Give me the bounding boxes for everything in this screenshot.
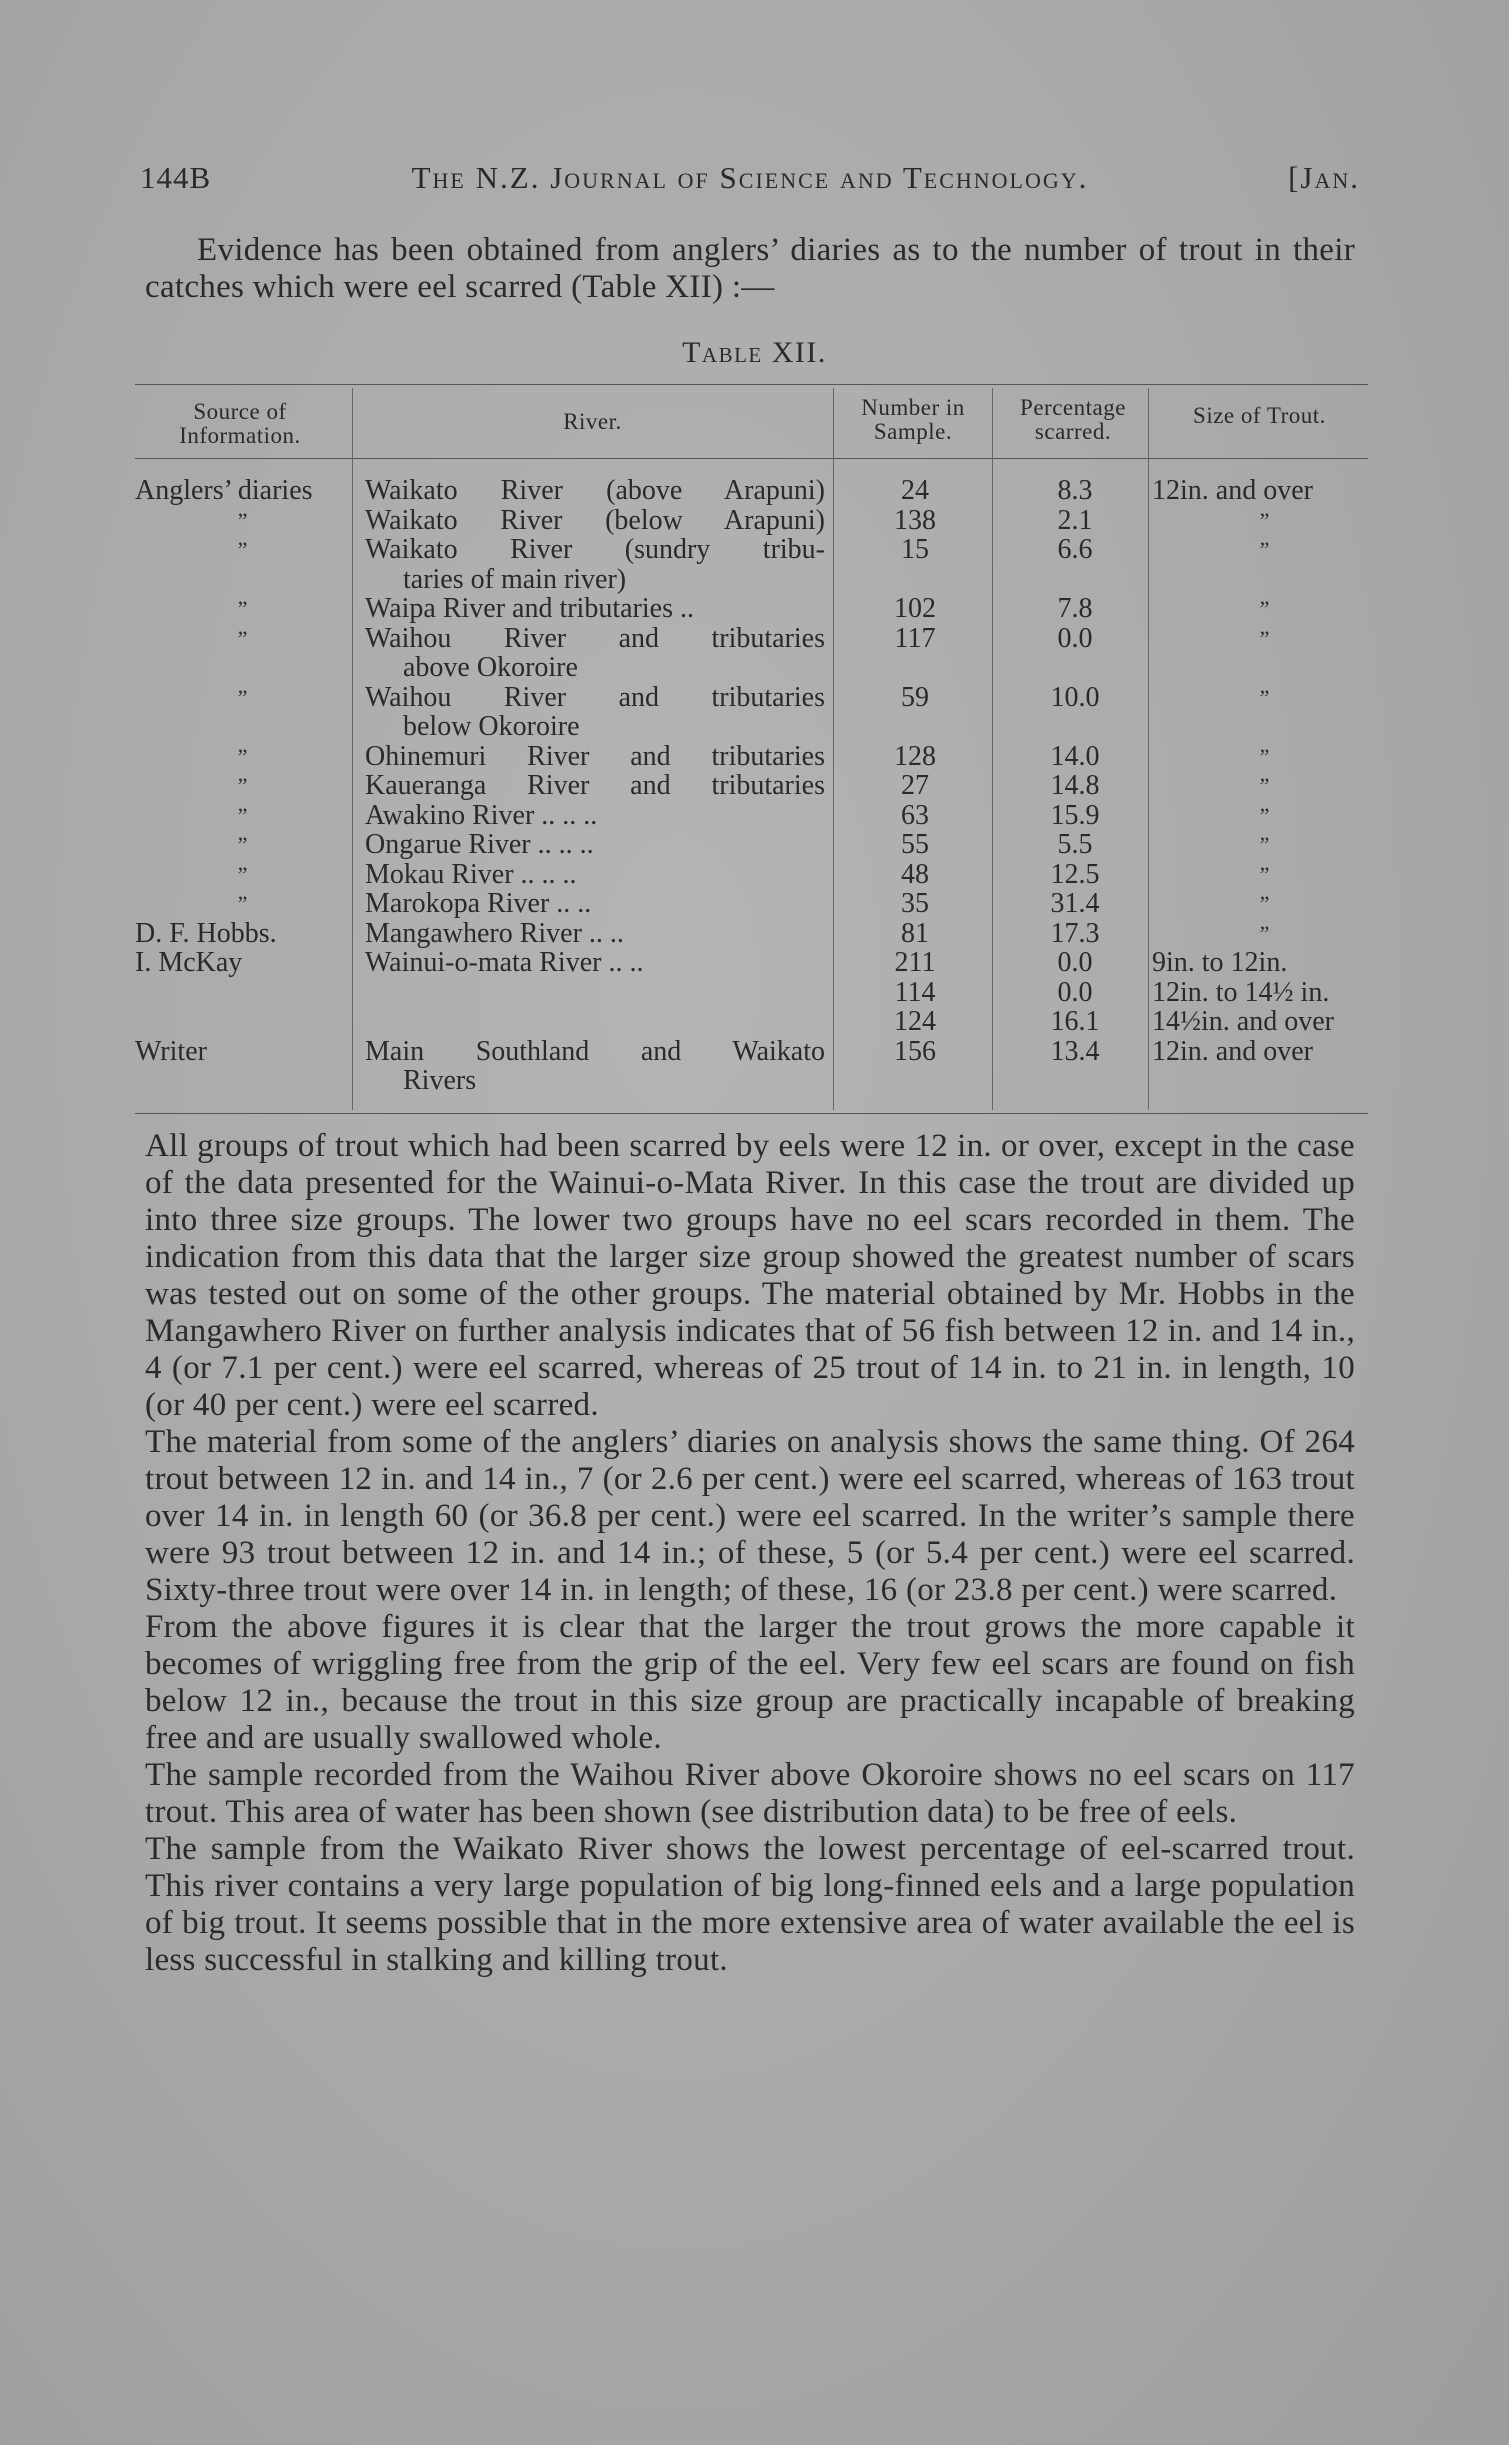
source-cell: D. F. Hobbs.: [135, 917, 277, 949]
river-cell: Mokau River .. .. ..: [365, 858, 577, 890]
size-cell: ”: [1259, 802, 1270, 828]
percentage-cell: 16.1: [1050, 1006, 1100, 1037]
column-divider: [992, 388, 993, 1110]
size-cell: 9in. to 12in.: [1152, 947, 1288, 978]
number-cell: 27: [901, 770, 929, 801]
intro-paragraph: Evidence has been obtained from anglers’ diaries as to the number of trout in their catches which were eel scarred (Table XII) :—: [145, 232, 1355, 305]
table-title: Table XII.: [682, 336, 827, 369]
river-cell: Main Southland and Waikato: [365, 1035, 825, 1067]
river-cell: below Okoroire: [403, 711, 580, 742]
number-cell: 124: [894, 1006, 936, 1037]
size-cell: ”: [1259, 537, 1270, 562]
size-cell: ”: [1259, 684, 1270, 710]
body-paragraph: From the above figures it is clear that the larger the trout grows the more capable it becomes of wriggling free from the grip of the eel. Very few eel scars are found on fish below 12 in., because the trout in this size group are practically incapable of breaking free and are usually swallowed whole.: [145, 1609, 1355, 1756]
page-number: 144B: [140, 160, 212, 195]
percentage-cell: 8.3: [1057, 475, 1093, 506]
river-cell: Waikato River (sundry tribu-: [365, 534, 825, 565]
percentage-cell: 17.3: [1050, 917, 1100, 949]
size-cell: ”: [1259, 891, 1270, 916]
size-cell: ”: [1259, 625, 1270, 651]
river-cell: Kaueranga River and tributaries: [365, 770, 825, 801]
body-paragraph: All groups of trout which had been scarred by eels were 12 in. or over, except in the case of the data presented for the Wainui-o-Mata River. In this case the trout are divided up into three size groups. The lower two groups have no eel scars recorded in them. The indication from this data that the larger size group showed the greatest number of scars was tested out on some of the other groups. The material obtained by Mr. Hobbs in the Mangawhero River on further analysis indicates that of 56 fish between 12 in. and 14 in., 4 (or 7.1 per cent.) were eel scarred, whereas of 25 trout of 14 in. to 21 in. in length, 10 (or 40 per cent.) were eel scarred.: [145, 1128, 1355, 1423]
river-cell: Waihou River and tributaries: [365, 622, 825, 654]
size-cell: ”: [1259, 743, 1270, 769]
table-bottom-rule: [135, 1113, 1368, 1114]
percentage-cell: 6.6: [1057, 534, 1093, 565]
size-cell: ”: [1259, 861, 1270, 887]
number-cell: 59: [901, 681, 929, 713]
size-cell: 14½in. and over: [1152, 1006, 1334, 1037]
source-cell: I. McKay: [135, 947, 243, 978]
number-cell: 81: [901, 917, 929, 949]
number-cell: 48: [901, 858, 929, 890]
number-cell: 35: [901, 888, 929, 919]
header-size: Size of Trout.: [1193, 403, 1326, 428]
size-cell: ”: [1259, 507, 1270, 533]
size-cell: ”: [1259, 920, 1270, 946]
number-cell: 55: [901, 829, 929, 860]
source-cell: ”: [237, 743, 248, 769]
river-cell: Waipa River and tributaries ..: [365, 593, 694, 624]
column-divider: [833, 388, 834, 1110]
percentage-cell: 0.0: [1057, 622, 1093, 654]
number-cell: 211: [894, 947, 936, 978]
table-header-rule: [135, 458, 1368, 459]
source-cell: ”: [237, 891, 248, 916]
percentage-cell: 13.4: [1050, 1035, 1100, 1067]
size-cell: ”: [1259, 596, 1270, 621]
number-cell: 117: [894, 622, 936, 654]
source-cell: ”: [237, 832, 248, 857]
percentage-cell: 14.8: [1050, 770, 1100, 801]
issue-month: [Jan.: [1288, 160, 1360, 195]
river-cell: Ohinemuri River and tributaries: [365, 740, 825, 772]
number-cell: 156: [894, 1035, 936, 1067]
percentage-cell: 2.1: [1057, 504, 1093, 536]
body-paragraph: The sample recorded from the Waihou River above Okoroire shows no eel scars on 117 trout. This area of water has been shown (see distribution data) to be free of eels.: [145, 1757, 1355, 1830]
source-cell: Writer: [135, 1035, 207, 1067]
source-cell: ”: [237, 507, 248, 533]
size-cell: 12in. and over: [1152, 475, 1313, 506]
percentage-cell: 5.5: [1057, 829, 1093, 860]
river-cell: Rivers: [403, 1065, 477, 1096]
size-cell: ”: [1259, 773, 1270, 798]
river-cell: Wainui-o-mata River .. ..: [365, 947, 644, 978]
river-cell: Awakino River .. .. ..: [365, 799, 598, 831]
percentage-cell: 0.0: [1057, 976, 1093, 1008]
river-cell: Waihou River and tributaries: [365, 681, 825, 713]
source-cell: Anglers’ diaries: [135, 475, 313, 506]
body-text: [145, 1128, 1355, 1979]
number-cell: 24: [901, 475, 929, 506]
body-paragraph: The sample from the Waikato River shows the lowest percentage of eel-scarred trout. This river contains a very large population of big long-finned eels and a large population of big trout. It seems possible that in the more extensive area of water available the eel is less successful in stalking and killing trout.: [145, 1831, 1355, 1978]
header-number: Number in Sample.: [861, 395, 965, 444]
body-paragraph: The material from some of the anglers’ diaries on analysis shows the same thing. Of 264 trout between 12 in. and 14 in., 7 (or 2.6 per cent.) were eel scarred, whereas of 163 trout over 14 in. in length 60 (or 36.8 per cent.) were eel scarred. In the writer’s sample there were 93 trout between 12 in. and 14 in.; of these, 5 (or 5.4 per cent.) were eel scarred. Sixty-three trout were over 14 in. in length; of these, 16 (or 23.8 per cent.) were scarred.: [145, 1424, 1355, 1608]
size-cell: 12in. and over: [1152, 1035, 1313, 1067]
source-cell: ”: [237, 625, 248, 651]
source-cell: ”: [237, 861, 248, 887]
header-source: Source of Information.: [179, 399, 301, 448]
percentage-cell: 12.5: [1050, 858, 1100, 890]
percentage-cell: 0.0: [1057, 947, 1093, 978]
source-cell: ”: [237, 684, 248, 710]
table-top-rule: [135, 384, 1368, 385]
running-header: [140, 160, 1360, 200]
header-percentage: Percentage scarred.: [1020, 395, 1126, 444]
river-cell: Waikato River (above Arapuni): [365, 475, 825, 506]
journal-title: The N.Z. Journal of Science and Technology.: [411, 160, 1089, 195]
river-cell: above Okoroire: [403, 652, 578, 683]
percentage-cell: 10.0: [1050, 681, 1100, 713]
number-cell: 15: [901, 534, 929, 565]
source-cell: ”: [237, 537, 248, 562]
percentage-cell: 31.4: [1050, 888, 1100, 919]
header-river: River.: [563, 409, 622, 434]
number-cell: 102: [894, 593, 936, 624]
river-cell: taries of main river): [403, 563, 627, 595]
number-cell: 63: [901, 799, 929, 831]
source-cell: ”: [237, 773, 248, 798]
number-cell: 114: [894, 976, 936, 1008]
column-divider: [352, 388, 353, 1110]
percentage-cell: 15.9: [1050, 799, 1100, 831]
river-cell: Marokopa River .. ..: [365, 888, 592, 919]
number-cell: 128: [894, 740, 936, 772]
river-cell: Waikato River (below Arapuni): [365, 504, 825, 536]
percentage-cell: 7.8: [1057, 593, 1093, 624]
source-cell: ”: [237, 802, 248, 828]
size-cell: 12in. to 14½ in.: [1152, 976, 1330, 1008]
river-cell: Mangawhero River .. ..: [365, 917, 624, 949]
percentage-cell: 14.0: [1050, 740, 1100, 772]
source-cell: ”: [237, 596, 248, 621]
number-cell: 138: [894, 504, 936, 536]
river-cell: Ongarue River .. .. ..: [365, 829, 594, 860]
size-cell: ”: [1259, 832, 1270, 857]
